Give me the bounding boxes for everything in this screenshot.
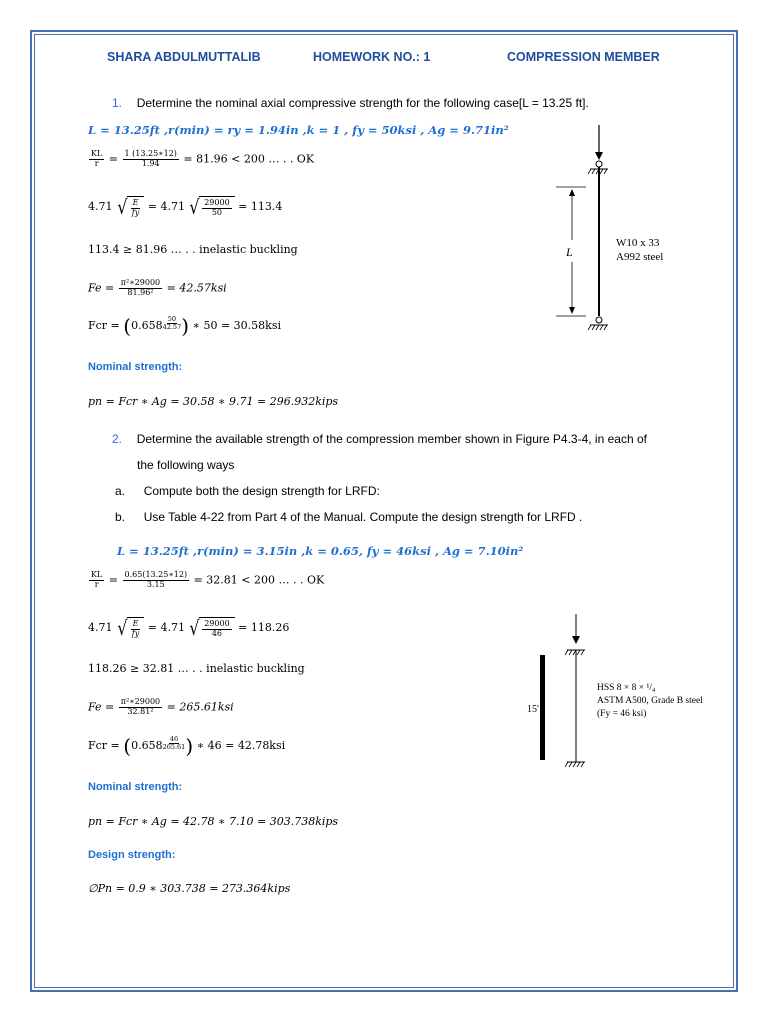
q2-fe: Fe = $\frac{\text{π²∗29000}}{\text{32.81²}}$ = 265.61ksi (88, 697, 234, 716)
q2-text-line1: Determine the available strength of the compression member shown in Figure P4.3-4, in each of (136, 432, 647, 446)
q2-figure-length: 15′ (527, 704, 540, 715)
q1-sqrt-numeric: √ $\frac{29000}{50}$ (188, 196, 234, 218)
q2-limit: 4.71 √ $\frac{E}{fy}$ = 4.71 √ $\frac{29000}{46}$ = 118.26 (88, 616, 290, 640)
q1-sqrt-symbolic: √ $\frac{E}{fy}$ (116, 196, 144, 218)
q1-slenderness-fraction: $\frac{1 (13.25∗12)}{1.94}$ (124, 149, 177, 168)
q2-slenderness: $\frac{KL}{r}$ = $\frac{0.65(13.25∗12)}{3.15}$ = 32.81 < 200 … . . OK (91, 570, 325, 589)
q1-given: L = 13.25ft ,r(min) = ry = 1.94in ,k = 1 , fy = 50ksi , Ag = 9.71in² (88, 123, 509, 137)
q2-text-line2: the following ways (137, 458, 235, 472)
q2-figure-fy: (Fy = 46 ksi) (597, 709, 647, 719)
q2-phi-pn: ∅Pn = 0.9 ∗ 303.738 = 273.364kips (88, 882, 291, 895)
q1-nominal-label: Nominal strength: (88, 361, 183, 373)
q1-column-figure (550, 120, 690, 340)
q1-slenderness-result: = 81.96 < 200 … . . OK (183, 152, 315, 166)
q2-part-a: a. Compute both the design strength for LRFD: (115, 484, 380, 498)
q2-figure-section: HSS 8 × 8 × ¹/₄ (597, 683, 656, 693)
q2-figure-material: ASTM A500, Grade B steel (597, 696, 703, 706)
q1-buckling-check: 113.4 ≥ 81.96 … . . inelastic buckling (88, 243, 298, 256)
q1-prompt (112, 96, 589, 110)
q1-fe: Fe = $\frac{\text{π²∗29000}}{\text{81.96²}}$ = 42.57ksi (88, 278, 227, 297)
q1-pn: pn = Fcr ∗ Ag = 30.58 ∗ 9.71 = 296.932kips (88, 395, 339, 408)
q1-figure-length-label: L (566, 245, 573, 259)
q1-slenderness: $\frac{KL}{r}$ = $\frac{1 (13.25∗12)}{1.94}$ = 81.96 < 200 … . . OK (91, 149, 315, 168)
q1-text: Determine the nominal axial compressive strength for the following case[L = 13.25 ft]. (136, 96, 589, 110)
q2-number: 2. (112, 432, 123, 446)
q2-part-b: b. Use Table 4-22 from Part 4 of the Manual. Compute the design strength for LRFD . (115, 510, 583, 524)
q2-pn: pn = Fcr ∗ Ag = 42.78 ∗ 7.10 = 303.738kips (88, 815, 339, 828)
q1-figure-material: A992 steel (616, 251, 664, 263)
q2-column-figure (525, 610, 715, 775)
author-name: SHARA ABDULMUTTALIB (107, 50, 261, 64)
q1-kl-over-r: $\frac{KL}{r}$ (91, 149, 103, 168)
q1-fcr: Fcr = (0.658 $\frac{50}{42.57}$ ) ∗ 50 = 30.58ksi (88, 314, 281, 338)
q2-buckling-check: 118.26 ≥ 32.81 … . . inelastic buckling (88, 662, 305, 675)
q1-fcr-exponent: $\frac{50}{42.57}$ (162, 315, 182, 331)
q1-limit: 4.71 √ $\frac{E}{fy}$ = 4.71 √ $\frac{29000}{50}$ = 113.4 (88, 195, 283, 219)
q2-prompt (112, 432, 647, 446)
q2-nominal-label: Nominal strength: (88, 781, 183, 793)
q2-fcr: Fcr = (0.658 $\frac{46}{265.61}$ ) ∗ 46 = 42.78ksi (88, 734, 286, 758)
q1-number: 1. (112, 96, 123, 110)
q1-figure-section: W10 x 33 (616, 237, 660, 249)
q2-given: L = 13.25ft ,r(min) = 3.15in ,k = 0.65, fy = 46ksi , Ag = 7.10in² (117, 544, 524, 558)
homework-number: HOMEWORK NO.: 1 (313, 50, 431, 64)
q2-design-label: Design strength: (88, 849, 176, 861)
topic-title: COMPRESSION MEMBER (507, 50, 660, 64)
